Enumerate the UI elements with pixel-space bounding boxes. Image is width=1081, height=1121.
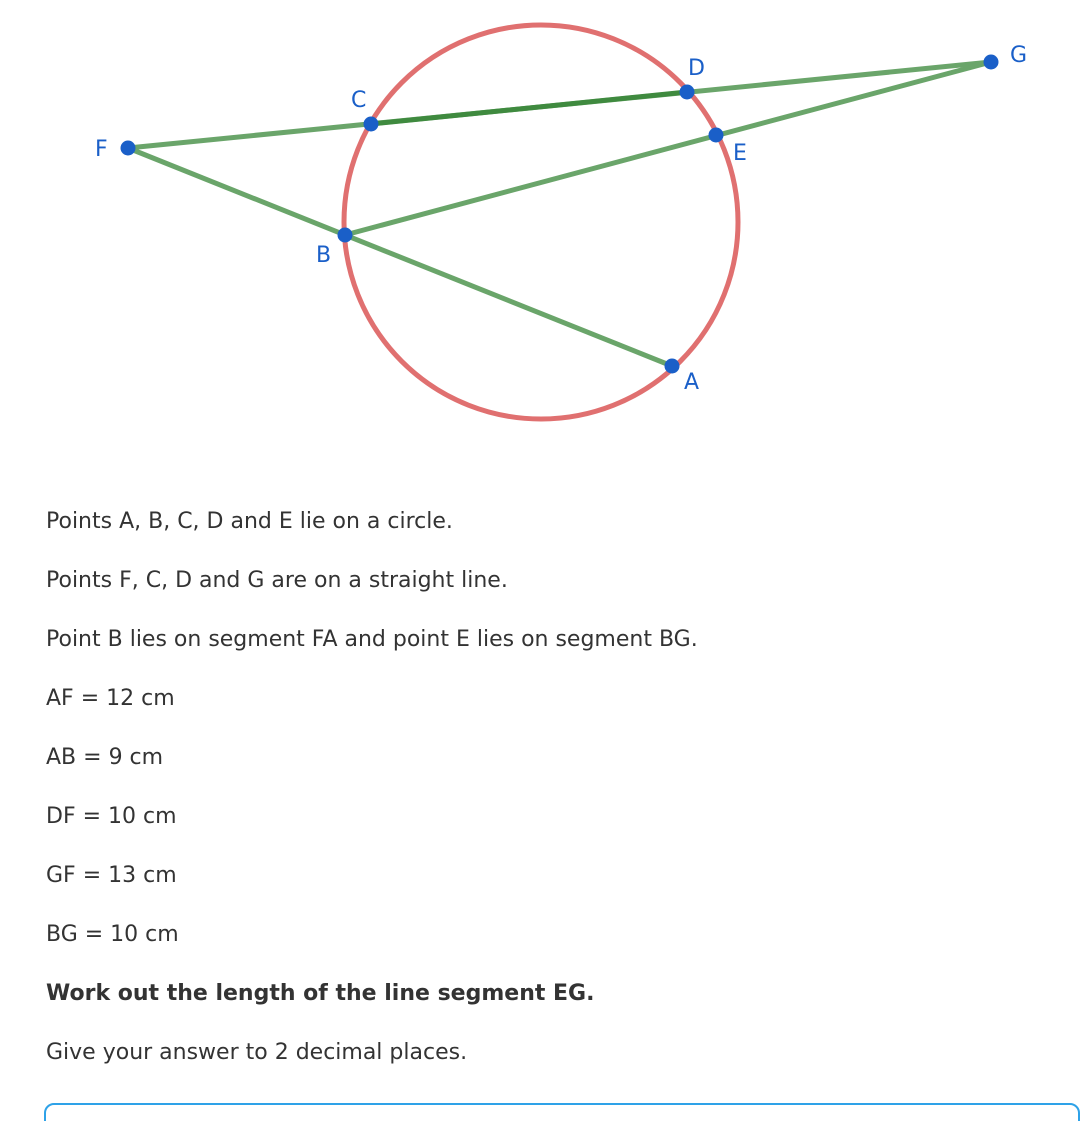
label-f: F	[95, 137, 108, 162]
given-value: BG = 10 cm	[46, 922, 179, 947]
question-text	[46, 508, 1046, 1098]
given-value: AB = 9 cm	[46, 745, 164, 770]
label-e: E	[733, 141, 747, 166]
instruction: Give your answer to 2 decimal places.	[46, 1040, 468, 1065]
given-value: GF = 13 cm	[46, 863, 177, 888]
statement: Points F, C, D and G are on a straight line.	[46, 568, 508, 593]
geometry-diagram	[0, 0, 1081, 440]
statement: Points A, B, C, D and E lie on a circle.	[46, 509, 453, 534]
point-f	[121, 141, 136, 156]
label-a: A	[684, 370, 700, 395]
question-prompt: Work out the length of the line segment EG.	[46, 981, 595, 1006]
label-g: G	[1010, 43, 1028, 68]
label-d: D	[688, 56, 705, 81]
segment-bg	[345, 62, 991, 235]
point-c	[364, 117, 379, 132]
point-g	[984, 55, 999, 70]
segment-fa	[128, 148, 672, 366]
given-value: DF = 10 cm	[46, 804, 177, 829]
label-b: B	[316, 243, 332, 268]
label-c: C	[351, 88, 367, 113]
point-e	[709, 128, 724, 143]
point-d	[680, 85, 695, 100]
chord-cd	[371, 92, 687, 124]
point-b	[338, 228, 353, 243]
statement: Point B lies on segment FA and point E lies on segment BG.	[46, 627, 698, 652]
point-a	[665, 359, 680, 374]
given-value: AF = 12 cm	[46, 686, 175, 711]
answer-input[interactable]	[44, 1103, 1080, 1121]
